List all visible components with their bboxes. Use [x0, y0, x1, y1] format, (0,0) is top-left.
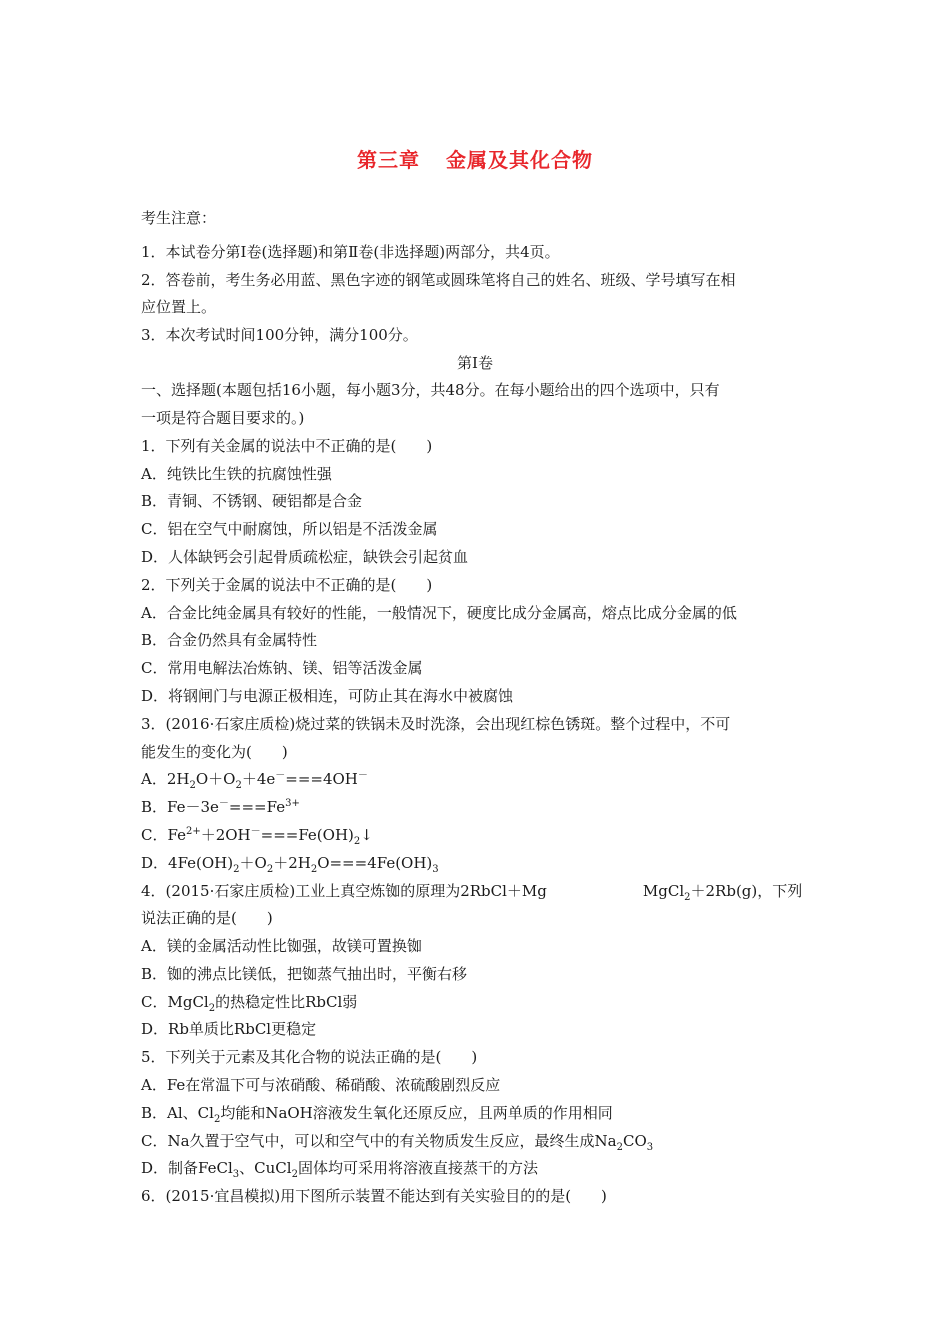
notice-item: 2．答卷前，考生务必用蓝、黑色字迹的钢笔或圆珠笔将自己的姓名、班级、学号填写在相 [141, 271, 736, 289]
part-intro: 一项是符合题目要求的。) [141, 409, 305, 427]
option: A．镁的金属活动性比铷强，故镁可置换铷 [141, 937, 422, 955]
option: B．合金仍然具有金属特性 [141, 631, 318, 649]
option: D．Rb单质比RbCl更稳定 [141, 1020, 317, 1038]
question-stem: 3．(2016·石家庄质检)烧过菜的铁锅未及时洗涤，会出现红棕色锈斑。整个过程中，不可 [141, 715, 731, 733]
option: D．制备FeCl$_3$、CuCl$_2$固体均可采用将溶液直接蒸干的方法 [141, 1159, 538, 1180]
option: D．人体缺钙会引起骨质疏松症，缺铁会引起贫血 [141, 548, 469, 566]
question-stem: 1．下列有关金属的说法中不正确的是( ) [141, 437, 433, 455]
question-stem: 2．下列关于金属的说法中不正确的是( ) [141, 576, 433, 594]
option: D．将钢闸门与电源正极相连，可防止其在海水中被腐蚀 [141, 687, 514, 705]
option-equation: D．$4Fe(OH)_2+O_2+2H_2O===4Fe(OH)_3$ [141, 854, 439, 875]
question-stem: 说法正确的是( ) [141, 909, 273, 927]
option: C．MgCl$_2$的热稳定性比RbCl弱 [141, 993, 358, 1014]
question-stem: 6．(2015·宜昌模拟)用下图所示装置不能达到有关实验目的的是( ) [141, 1187, 607, 1205]
chapter-title: 第三章 金属及其化合物 [357, 148, 593, 172]
question-stem: 4．(2015·石家庄质检)工业上真空炼铷的原理为2RbCl＋Mg MgCl$_2$＋2Rb(g)，下列 [141, 882, 803, 903]
notice-item: 1．本试卷分第Ⅰ卷(选择题)和第Ⅱ卷(非选择题)两部分，共4页。 [141, 243, 560, 261]
option-equation: B．$Fe-3e^-===Fe^{3+}$ [141, 798, 300, 816]
notice-item: 3．本次考试时间100分钟，满分100分。 [141, 326, 418, 344]
option: B．铷的沸点比镁低，把铷蒸气抽出时，平衡右移 [141, 965, 468, 983]
option-equation: A．$2H_2O+O_2+4e^-===4OH^-$ [141, 770, 368, 791]
notice-item: 应位置上。 [141, 298, 217, 316]
option: A．纯铁比生铁的抗腐蚀性强 [141, 465, 332, 483]
option-equation: C．$Fe^{2+}+2OH^-===Fe(OH)_2↓$ [141, 826, 373, 847]
part-intro: 一、选择题(本题包括16小题，每小题3分，共48分。在每小题给出的四个选项中，只有 [141, 381, 720, 399]
question-stem: 5．下列关于元素及其化合物的说法正确的是( ) [141, 1048, 478, 1066]
option: C．Na久置于空气中，可以和空气中的有关物质发生反应，最终生成$Na_2CO_3$ [141, 1132, 654, 1153]
option: A．合金比纯金属具有较好的性能，一般情况下，硬度比成分金属高，熔点比成分金属的低 [141, 604, 737, 622]
notice-heading: 考生注意： [141, 209, 217, 227]
option: C．铝在空气中耐腐蚀，所以铝是不活泼金属 [141, 520, 438, 538]
option: B．青铜、不锈钢、硬铝都是合金 [141, 492, 363, 510]
question-stem: 能发生的变化为( ) [141, 743, 288, 761]
option: A．Fe在常温下可与浓硝酸、稀硝酸、浓硫酸剧烈反应 [141, 1076, 501, 1094]
option: C．常用电解法冶炼钠、镁、铝等活泼金属 [141, 659, 423, 677]
option: B．Al、$Cl_2$均能和NaOH溶液发生氧化还原反应，且两单质的作用相同 [141, 1104, 613, 1125]
section-title: 第Ⅰ卷 [457, 354, 493, 372]
